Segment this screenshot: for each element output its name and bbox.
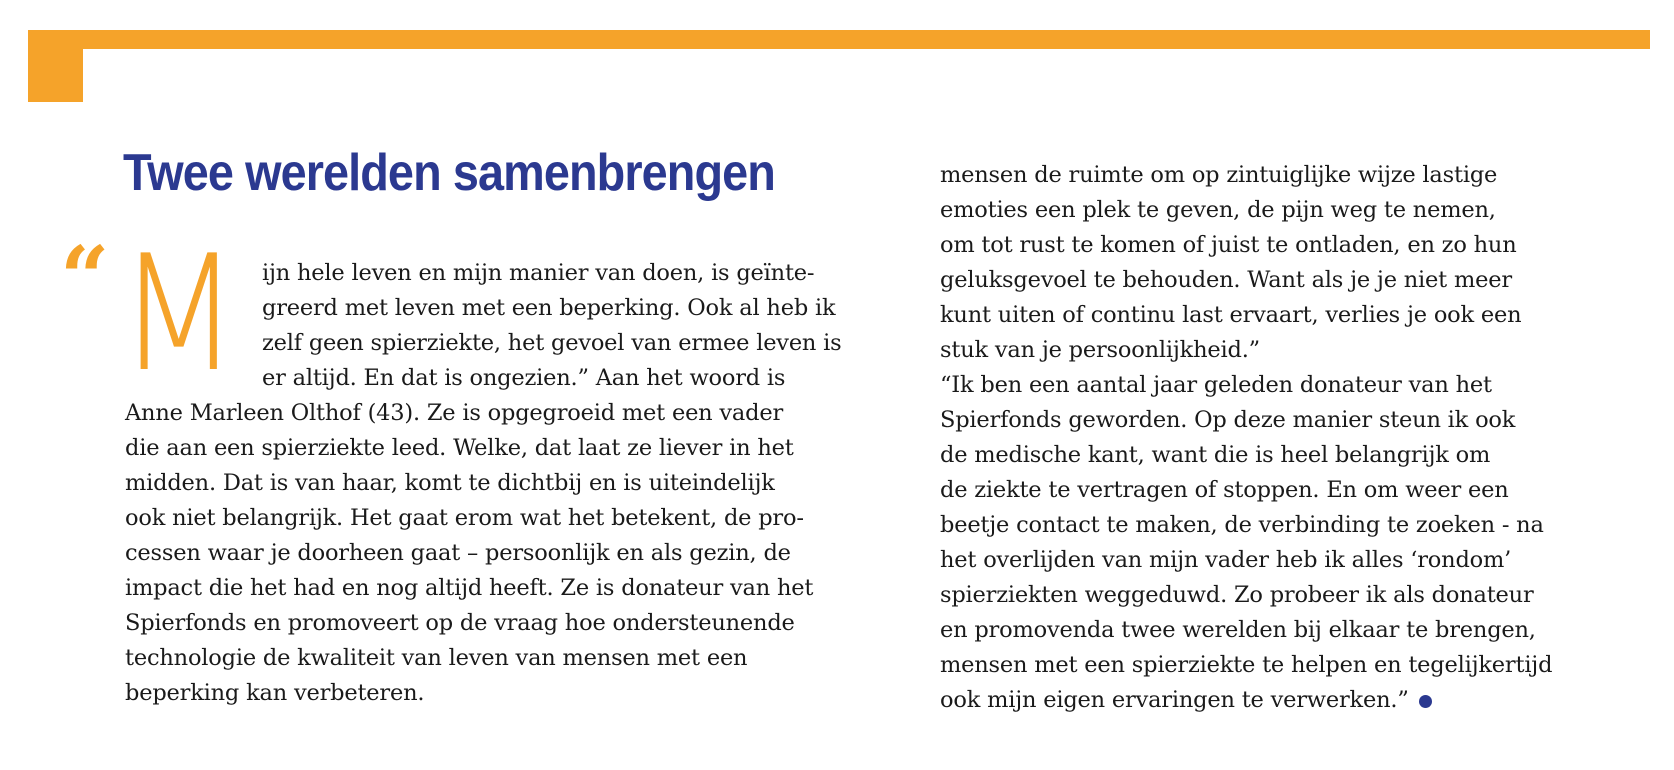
- text-line: cessen waar je doorheen gaat – persoonlijk en als gezin, de: [125, 540, 791, 566]
- drop-cap: M: [118, 220, 240, 407]
- text-line: greerd met leven met een beperking. Ook al heb ik: [262, 295, 836, 321]
- text-line: mensen met een spierziekte te helpen en tegelijkertijd: [940, 652, 1553, 678]
- text-line: de ziekte te vertragen of stoppen. En om weer een: [940, 477, 1509, 503]
- text-line: er altijd. En dat is ongezien.” Aan het woord is: [262, 365, 786, 391]
- text-line: stuk van je persoonlijkheid.”: [940, 337, 1260, 363]
- text-line: Anne Marleen Olthof (43). Ze is opgegroeid met een vader: [125, 400, 784, 426]
- text-line: emoties een plek te geven, de pijn weg te nemen,: [940, 197, 1496, 223]
- text-line: “Ik ben een aantal jaar geleden donateur van het: [940, 372, 1492, 398]
- text-line: spierziekten weggeduwd. Zo probeer ik als donateur: [940, 582, 1534, 608]
- text-line: de medische kant, want die is heel belangrijk om: [940, 442, 1491, 468]
- text-line: Spierfonds geworden. Op deze manier steun ik ook: [940, 407, 1516, 433]
- text-line: beperking kan verbeteren.: [125, 680, 425, 706]
- text-line: beetje contact te maken, de verbinding te zoeken - na: [940, 512, 1544, 538]
- text-line: kunt uiten of continu last ervaart, verlies je ook een: [940, 302, 1522, 328]
- text-line: impact die het had en nog altijd heeft. Ze is donateur van het: [125, 575, 814, 601]
- text-line: ijn hele leven en mijn manier van doen, is geïnte-: [262, 260, 815, 286]
- article-title: Twee werelden samenbrengen: [123, 144, 775, 202]
- text-line: midden. Dat is van haar, komt te dichtbij en is uiteindelijk: [125, 470, 775, 496]
- text-line: technologie de kwaliteit van leven van mensen met een: [125, 645, 748, 671]
- text-line: om tot rust te komen of juist te ontladen, en zo hun: [940, 232, 1517, 258]
- text-line: zelf geen spierziekte, het gevoel van ermee leven is: [262, 330, 842, 356]
- text-line: Spierfonds en promoveert op de vraag hoe ondersteunende: [125, 610, 795, 636]
- text-line: ook niet belangrijk. Het gaat erom wat het betekent, de pro-: [125, 505, 804, 531]
- article-column-left: [125, 256, 842, 711]
- text-line-last: [940, 683, 1552, 718]
- text-line: mensen de ruimte om op zintuiglijke wijze lastige: [940, 162, 1498, 188]
- article-column-right: [940, 158, 1552, 718]
- end-mark-dot: [1419, 695, 1432, 708]
- opening-quote-mark: “: [60, 228, 110, 329]
- text-line: die aan een spierziekte leed. Welke, dat laat ze liever in het: [125, 435, 794, 461]
- accent-tab: [28, 30, 83, 102]
- text-line: ook mijn eigen ervaringen te verwerken.”: [940, 687, 1409, 713]
- text-line: en promovenda twee werelden bij elkaar te brengen,: [940, 617, 1536, 643]
- top-accent-bar: [28, 30, 1650, 49]
- text-line: geluksgevoel te behouden. Want als je je niet meer: [940, 267, 1512, 293]
- text-line: het overlijden van mijn vader heb ik alles ‘rondom’: [940, 547, 1512, 573]
